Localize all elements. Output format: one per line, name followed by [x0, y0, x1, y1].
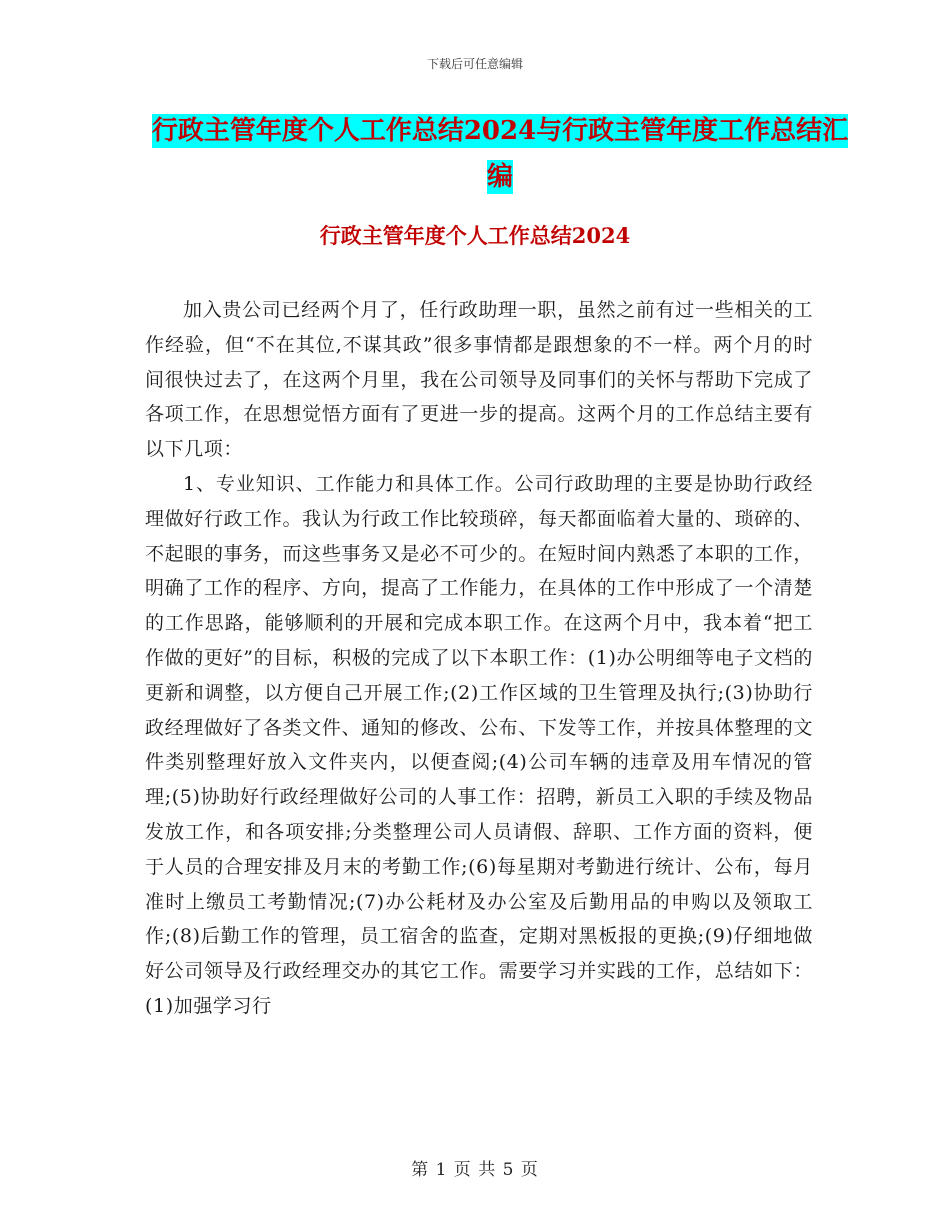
document-body	[145, 293, 813, 1024]
page-header: 下载后可任意编辑	[426, 57, 523, 71]
body-paragraph: 加入贵公司已经两个月了，任行政助理一职，虽然之前有过一些相关的工作经验，但“不在其位,不谋其政”很多事情都是跟想象的不一样。两个月的时间很快过去了，在这两个月里，我在公司领导及同事们的关怀与帮助下完成了各项工作，在思想觉悟方面有了更进一步的提高。这两个月的工作总结主要有以下几项：	[145, 299, 813, 461]
document-title-text: 行政主管年度个人工作总结2024与行政主管年度工作总结汇编	[151, 116, 849, 192]
body-paragraph: 1、专业知识、工作能力和具体工作。公司行政助理的主要是协助行政经理做好行政工作。我认为行政工作比较琐碎，每天都面临着大量的、琐碎的、不起眼的事务，而这些事务又是必不可少的。在短时间内熟悉了本职的工作，明确了工作的程序、方向，提高了工作能力，在具体的工作中形成了一个清楚的工作思路，能够顺利的开展和完成本职工作。在这两个月中，我本着“把工作做的更好”的目标，积极的完成了以下本职工作：(1)办公明细等电子文档的更新和调整，以方便自己开展工作;(2)工作区域的卫生管理及执行;(3)协助行政经理做好了各类文件、通知的修改、公布、下发等工作，并按具体整理的文件类别整理好放入文件夹内，以便查阅;(4)公司车辆的违章及用车情况的管理;(5)协助好行政经理做好公司的人事工作：招聘，新员工入职的手续及物品发放工作，和各项安排;分类整理公司人员请假、辞职、工作方面的资料，便于人员的合理安排及月末的考勤工作;(6)每星期对考勤进行统计、公布，每月准时上缴员工考勤情况;(7)办公耗材及办公室及后勤用品的申购以及领取工作;(8)后勤工作的管理，员工宿舍的监查，定期对黑板报的更换;(9)仔细地做好公司领导及行政经理交办的其它工作。需要学习并实践的工作，总结如下：(1)加强学习行	[145, 472, 813, 1017]
page-footer: 第 1 页 共 5 页	[411, 1160, 539, 1180]
section-title: 行政主管年度个人工作总结2024	[319, 223, 631, 248]
document-title	[150, 108, 850, 200]
